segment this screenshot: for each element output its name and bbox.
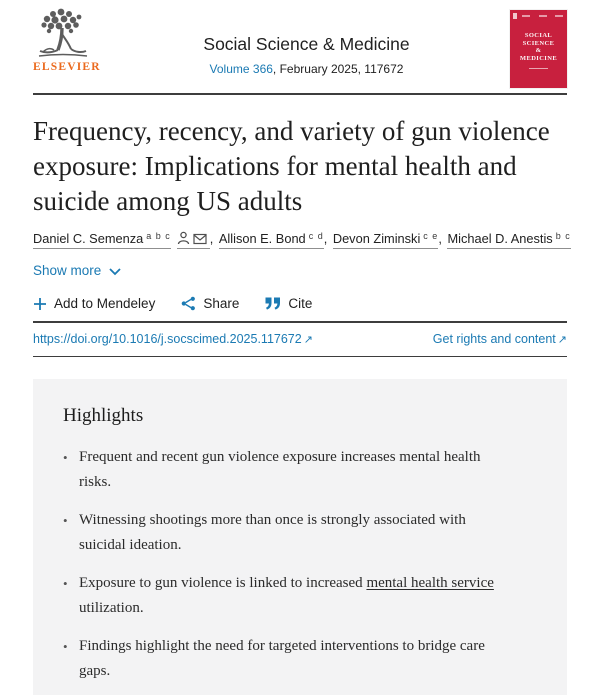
highlight-item	[63, 508, 507, 558]
show-more-label: Show more	[33, 263, 102, 278]
cover-title	[510, 32, 567, 62]
doi-row	[33, 323, 567, 356]
doi-link[interactable]	[33, 332, 313, 346]
elsevier-wordmark: ELSEVIER	[33, 61, 101, 73]
author-separator: ,	[323, 231, 331, 246]
author-list	[33, 231, 571, 246]
person-icon[interactable]	[177, 231, 190, 245]
cover-title-line: SCIENCE	[522, 39, 555, 47]
issue-line	[103, 62, 510, 76]
add-to-mendeley-label: Add to Mendeley	[54, 296, 156, 311]
highlights-panel	[33, 379, 567, 695]
author-affiliations: c d	[308, 231, 324, 241]
highlight-item	[63, 634, 507, 684]
author-name: Michael D. Anestis	[447, 231, 553, 246]
cover-divider	[529, 68, 548, 69]
rights-link[interactable]	[433, 332, 567, 346]
journal-title-link[interactable]: Social Science & Medicine	[203, 34, 410, 54]
author-contact-icons	[177, 231, 210, 249]
cover-title-line: SOCIAL	[524, 32, 553, 39]
author-link[interactable]	[333, 231, 438, 249]
journal-cover-thumbnail[interactable]	[510, 10, 567, 88]
highlight-text: Frequent and recent gun violence exposure increases mental health risks.	[79, 449, 481, 490]
author-link[interactable]	[219, 231, 324, 249]
journal-info	[103, 8, 510, 76]
action-bar	[33, 296, 567, 311]
cite-button[interactable]	[265, 296, 312, 311]
author-name: Devon Ziminski	[332, 231, 421, 246]
cover-header-dashes	[522, 15, 563, 17]
author-affiliations: c e	[423, 231, 439, 241]
external-link-icon: ↗	[303, 333, 313, 346]
external-link-icon: ↗	[557, 333, 567, 346]
highlight-text: Findings highlight the need for targeted interventions to bridge care gaps.	[79, 638, 485, 679]
journal-header	[33, 0, 567, 93]
quote-icon	[265, 297, 281, 310]
header-divider	[33, 93, 567, 95]
volume-link[interactable]: Volume 366	[209, 62, 273, 76]
author-name: Allison E. Bond	[218, 231, 306, 246]
author-separator: ,	[438, 231, 446, 246]
author-affiliations: b c	[555, 231, 571, 241]
author-affiliations: a b c	[146, 231, 171, 241]
mental-health-service-link[interactable]: mental health service	[366, 575, 494, 591]
cite-label: Cite	[288, 296, 313, 311]
highlight-item	[63, 445, 507, 495]
highlight-text: utilization.	[79, 600, 144, 616]
author-separator: ,	[209, 231, 217, 246]
highlights-list	[63, 445, 507, 684]
elsevier-tree-icon	[35, 8, 91, 60]
share-label: Share	[203, 296, 240, 311]
add-to-mendeley-button[interactable]	[33, 296, 155, 311]
highlight-text: Witnessing shootings more than once is strongly associated with suicidal ideation.	[79, 512, 466, 553]
issue-info: , February 2025, 117672	[272, 62, 404, 76]
author-name: Daniel C. Semenza	[33, 231, 144, 246]
doi-divider-bottom	[33, 356, 567, 358]
email-icon[interactable]	[193, 233, 207, 245]
share-button[interactable]	[181, 296, 239, 311]
highlight-text: Exposure to gun violence is linked to increased	[79, 575, 367, 591]
share-icon	[181, 296, 196, 311]
show-more-button[interactable]	[33, 263, 121, 278]
cover-title-line: &	[535, 47, 542, 54]
highlight-item	[63, 571, 507, 621]
plus-icon	[33, 297, 47, 311]
cover-title-line: MEDICINE	[519, 54, 558, 62]
cover-logo-mark	[513, 13, 517, 19]
highlights-heading: Highlights	[63, 405, 144, 426]
author-link[interactable]	[447, 231, 570, 249]
rights-label: Get rights and content	[432, 331, 556, 346]
doi-url: https://doi.org/10.1016/j.socscimed.2025.117672	[33, 331, 302, 346]
elsevier-logo[interactable]	[33, 8, 103, 73]
article-title: Frequency, recency, and variety of gun violence exposure: Implications for mental health and suicide among US adults	[33, 116, 550, 216]
chevron-down-icon	[109, 268, 121, 276]
